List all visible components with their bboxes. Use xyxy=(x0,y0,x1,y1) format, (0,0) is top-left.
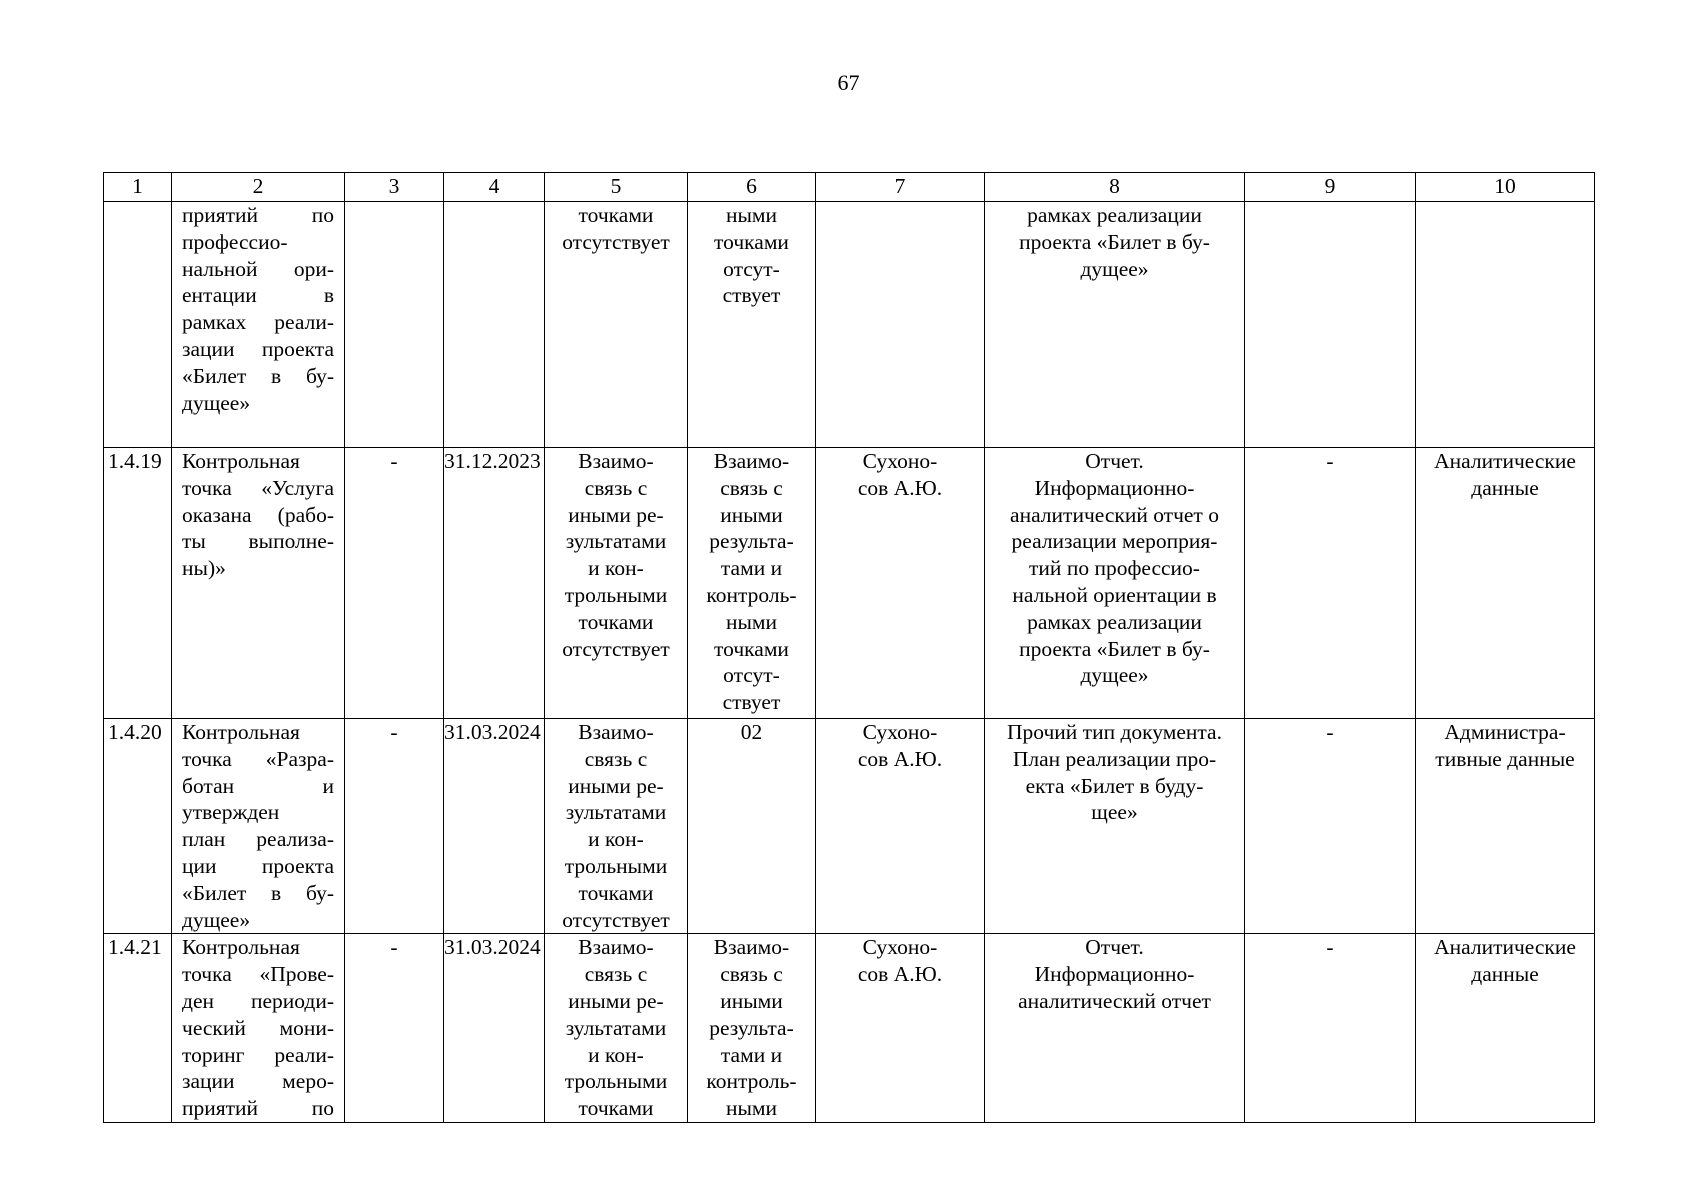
row-code-cell xyxy=(104,934,172,1123)
row-col6 xyxy=(688,202,816,448)
document-text: Отчет. Информационно- аналитический отчет xyxy=(1018,935,1211,1013)
header-cell-4: 4 xyxy=(444,173,545,202)
col10-text: Администра- тивные данные xyxy=(1435,720,1575,771)
date-text: 31.03.2024 xyxy=(444,935,541,960)
row-responsible xyxy=(816,202,985,448)
col5-text: точками отсутствует xyxy=(562,203,670,254)
name-line: дущее» xyxy=(182,390,251,415)
row-col5 xyxy=(545,719,688,934)
row-document xyxy=(985,719,1245,934)
row-col9 xyxy=(1245,202,1416,448)
responsible-text: Сухоно- сов А.Ю. xyxy=(857,935,943,987)
row-name-cell xyxy=(172,934,345,1123)
name-line: «Билет в бу- xyxy=(182,880,334,905)
header-cell-5: 5 xyxy=(545,173,688,202)
name-line: зации проекта xyxy=(182,336,334,361)
row-col9 xyxy=(1245,719,1416,934)
row-name-cell xyxy=(172,719,345,934)
row-col10 xyxy=(1416,719,1595,934)
table-row xyxy=(104,934,1595,1123)
row-code: 1.4.19 xyxy=(108,449,162,473)
name-line: рамках реали- xyxy=(182,310,334,335)
name-line: торинг реали- xyxy=(182,1042,334,1067)
header-cell-7: 7 xyxy=(816,173,985,202)
col9-text: - xyxy=(1326,449,1334,473)
row-col6 xyxy=(688,719,816,934)
table-row xyxy=(104,448,1595,719)
row-document xyxy=(985,202,1245,448)
col3-text: - xyxy=(390,449,398,473)
header-cell-10: 10 xyxy=(1416,173,1595,202)
col10-text: Аналитические данные xyxy=(1434,935,1576,987)
row-col6 xyxy=(688,448,816,719)
name-line: «Билет в бу- xyxy=(182,363,334,388)
name-line: приятий по xyxy=(182,1096,334,1121)
header-cell-9: 9 xyxy=(1245,173,1416,202)
col9-text: - xyxy=(1326,935,1334,960)
name-line: утвержден xyxy=(182,800,280,825)
col10-text: Аналитические данные xyxy=(1434,449,1576,500)
name-line: дущее» xyxy=(182,907,251,932)
table-row xyxy=(104,719,1595,934)
name-line: ты выполне- xyxy=(182,529,334,554)
row-col10 xyxy=(1416,202,1595,448)
row-code-cell xyxy=(104,719,172,934)
name-line: точка «Прове- xyxy=(182,962,334,987)
header-cell-2: 2 xyxy=(172,173,345,202)
header-row xyxy=(104,173,1595,202)
row-responsible xyxy=(816,448,985,719)
col6-text: 02 xyxy=(740,720,763,744)
row-date xyxy=(444,448,545,719)
row-col9 xyxy=(1245,448,1416,719)
document-table xyxy=(103,172,1595,1123)
row-code: 1.4.21 xyxy=(108,935,162,960)
row-name-cell xyxy=(172,202,345,448)
row-col3 xyxy=(345,202,444,448)
row-col3 xyxy=(345,448,444,719)
row-col3 xyxy=(345,719,444,934)
name-line: точка «Услуга xyxy=(182,475,334,500)
name-line: Контрольная xyxy=(182,935,300,960)
name-line: ентации в xyxy=(182,283,334,308)
row-col5 xyxy=(545,202,688,448)
name-line: ции проекта xyxy=(182,853,334,878)
name-line: ны)» xyxy=(182,556,226,581)
name-line: точка «Разра- xyxy=(182,746,334,771)
row-document xyxy=(985,934,1245,1123)
row-col10 xyxy=(1416,934,1595,1123)
header-cell-6: 6 xyxy=(688,173,816,202)
row-code-cell xyxy=(104,202,172,448)
row-col9 xyxy=(1245,934,1416,1123)
col5-text: Взаимо- связь с иными ре- зультатами и кон- трольными точками отсутствует xyxy=(562,449,670,661)
col9-text: - xyxy=(1326,720,1334,744)
name-line: оказана (рабо- xyxy=(182,502,334,527)
name-line: ден периоди- xyxy=(182,988,334,1013)
header-cell-3: 3 xyxy=(345,173,444,202)
row-col10 xyxy=(1416,448,1595,719)
row-responsible xyxy=(816,719,985,934)
row-col5 xyxy=(545,934,688,1123)
responsible-text: Сухоно- сов А.Ю. xyxy=(857,449,943,500)
row-date xyxy=(444,202,545,448)
row-name-cell xyxy=(172,448,345,719)
name-line: нальной ори- xyxy=(182,256,334,281)
col6-text: ными точками отсут- ствует xyxy=(714,203,789,308)
col3-text: - xyxy=(390,935,398,960)
row-document xyxy=(985,448,1245,719)
row-date xyxy=(444,719,545,934)
responsible-text: Сухоно- сов А.Ю. xyxy=(857,720,943,771)
table-row xyxy=(104,202,1595,448)
name-line: профессио- xyxy=(182,229,288,254)
name-line: Контрольная xyxy=(182,720,300,744)
col6-text: Взаимо- связь с иными результа- тами и контроль- ными xyxy=(706,935,797,1121)
name-line: план реализа- xyxy=(182,827,334,852)
name-line: зации меро- xyxy=(182,1069,334,1094)
row-col5 xyxy=(545,448,688,719)
row-date xyxy=(444,934,545,1123)
col5-text: Взаимо- связь с иными ре- зультатами и кон- трольными точками отсутствует xyxy=(562,720,670,932)
row-col3 xyxy=(345,934,444,1123)
document-text: Прочий тип документа. План реализации про- екта «Билет в буду- щее» xyxy=(1007,720,1222,825)
name-line: ботан и xyxy=(182,773,334,798)
row-code: 1.4.20 xyxy=(108,720,162,744)
page-number: 67 xyxy=(837,70,860,95)
col5-text: Взаимо- связь с иными ре- зультатами и кон- трольными точками xyxy=(564,935,668,1121)
date-text: 31.03.2024 xyxy=(444,720,541,744)
name-line: ческий мони- xyxy=(182,1015,334,1040)
date-text: 31.12.2023 xyxy=(444,449,541,473)
header-cell-8: 8 xyxy=(985,173,1245,202)
header-cell-1: 1 xyxy=(104,173,172,202)
row-col6 xyxy=(688,934,816,1123)
document-text: рамках реализации проекта «Билет в бу- дущее» xyxy=(1019,203,1210,281)
name-line: Контрольная xyxy=(182,449,300,473)
row-code-cell xyxy=(104,448,172,719)
document-text: Отчет. Информационно- аналитический отчет о реализации мероприя- тий по профессио- нальной ориентации в рамках реализации проекта «Билет в бу- дущее» xyxy=(1010,449,1219,688)
col3-text: - xyxy=(390,720,398,744)
row-responsible xyxy=(816,934,985,1123)
name-line: приятий по xyxy=(182,203,334,227)
col6-text: Взаимо- связь с иными результа- тами и контроль- ными точками отсут- ствует xyxy=(706,449,797,715)
